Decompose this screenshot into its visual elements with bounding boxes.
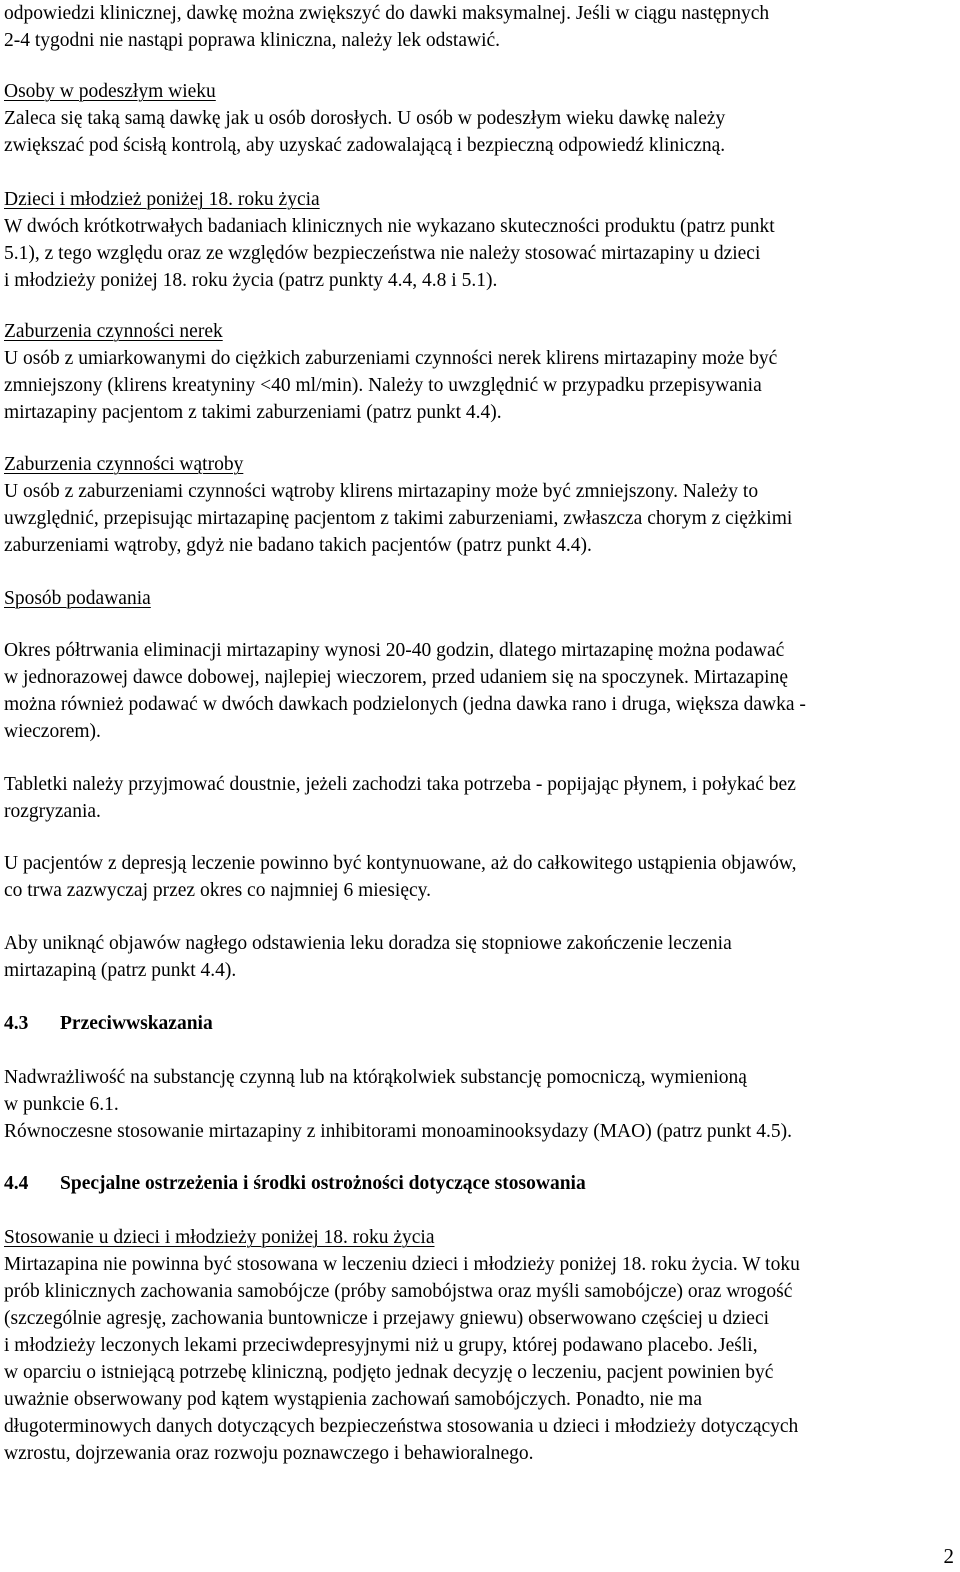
children-section <box>4 186 956 294</box>
text-line: zaburzeniami wątroby, gdyż nie badano takich pacjentów (patrz punkt 4.4). <box>4 535 592 556</box>
text-line: mirtazapiny pacjentom z takimi zaburzeniami (patrz punkt 4.4). <box>4 402 502 423</box>
text-line: w jednorazowej dawce dobowej, najlepiej wieczorem, przed udaniem się na spoczynek. Mirtazapinę <box>4 667 789 688</box>
elderly-section <box>4 78 956 159</box>
children-heading: Dzieci i młodzież poniżej 18. roku życia <box>4 189 320 210</box>
text-line: Okres półtrwania eliminacji mirtazapiny wynosi 20-40 godzin, dlatego mirtazapinę można podawać <box>4 640 785 661</box>
text-line: 5.1), z tego względu oraz ze względów bezpieczeństwa nie należy stosować mirtazapiny u dzieci <box>4 243 761 264</box>
text-line: rozgryzania. <box>4 801 101 822</box>
text-line: Mirtazapina nie powinna być stosowana w leczeniu dzieci i młodzieży poniżej 18. roku życia. W toku <box>4 1254 800 1275</box>
text-line: uwzględnić, przepisując mirtazapinę pacjentom z takimi zaburzeniami, zwłaszcza chorym z ciężkimi <box>4 508 793 529</box>
text-line: i młodzieży leczonych lekami przeciwdepresyjnymi niż u grupy, której podawano placebo. Jeśli, <box>4 1335 758 1356</box>
renal-heading: Zaburzenia czynności nerek <box>4 321 223 342</box>
text-line: co trwa zazwyczaj przez okres co najmniej 6 miesięcy. <box>4 880 431 901</box>
administration-paragraph-3 <box>4 850 956 904</box>
administration-paragraph-4 <box>4 930 956 984</box>
administration-paragraph-1 <box>4 637 956 745</box>
hepatic-section <box>4 451 956 559</box>
text-line: w punkcie 6.1. <box>4 1094 119 1115</box>
text-line: zwiększać pod ścisłą kontrolą, aby uzyskać zadowalającą i bezpieczną odpowiedź kliniczną. <box>4 135 726 156</box>
text-line: zmniejszony (klirens kreatyniny <40 ml/min). Należy to uwzględnić w przypadku przepisywania <box>4 375 762 396</box>
text-line: i młodzieży poniżej 18. roku życia (patrz punkty 4.4, 4.8 i 5.1). <box>4 270 498 291</box>
text-line: W dwóch krótkotrwałych badaniach klinicznych nie wykazano skuteczności produktu (patrz punkt <box>4 216 775 237</box>
text-line: długoterminowych danych dotyczących bezpieczeństwa stosowania u dzieci i młodzieży dotyczących <box>4 1416 799 1437</box>
text-line: Zaleca się taką samą dawkę jak u osób dorosłych. U osób w podeszłym wieku dawkę należy <box>4 108 726 129</box>
renal-section <box>4 318 956 426</box>
section-heading <box>4 1010 956 1037</box>
section-title: Przeciwwskazania <box>60 1013 213 1034</box>
section-4-4-body <box>4 1224 956 1467</box>
page-number: 2 <box>943 1544 954 1568</box>
text-line: Aby uniknąć objawów nagłego odstawienia leku doradza się stopniowe zakończenie leczenia <box>4 933 732 954</box>
section-4-4-subheading: Stosowanie u dzieci i młodzieży poniżej 18. roku życia <box>4 1227 435 1248</box>
text-line: wzrostu, dojrzewania oraz rozwoju poznawczego i behawioralnego. <box>4 1443 534 1464</box>
text-line: Równoczesne stosowanie mirtazapiny z inhibitorami monoaminooksydazy (MAO) (patrz punkt 4.5). <box>4 1121 792 1142</box>
text-line: wieczorem). <box>4 721 101 742</box>
administration-heading-block <box>4 585 956 612</box>
section-number: 4.4 <box>4 1173 29 1194</box>
intro-paragraph <box>4 0 956 54</box>
text-line: 2-4 tygodni nie nastąpi poprawa kliniczna, należy lek odstawić. <box>4 30 501 51</box>
section-number: 4.3 <box>4 1013 29 1034</box>
section-4-3-body <box>4 1064 956 1145</box>
text-line: można również podawać w dwóch dawkach podzielonych (jedna dawka rano i druga, większa dawka - <box>4 694 806 715</box>
text-line: U pacjentów z depresją leczenie powinno być kontynuowane, aż do całkowitego ustąpienia objawów, <box>4 853 797 874</box>
text-line: U osób z umiarkowanymi do ciężkich zaburzeniami czynności nerek klirens mirtazapiny może być <box>4 348 778 369</box>
administration-heading: Sposób podawania <box>4 588 151 609</box>
text-line: Nadwrażliwość na substancję czynną lub na którąkolwiek substancję pomocniczą, wymienioną <box>4 1067 747 1088</box>
section-4-4-heading <box>4 1170 956 1197</box>
text-line: mirtazapiną (patrz punkt 4.4). <box>4 960 237 981</box>
text-line: (szczególnie agresję, zachowania buntownicze i przejawy gniewu) obserwowano częściej u dzieci <box>4 1308 770 1329</box>
section-heading <box>4 1170 956 1197</box>
section-4-3-heading <box>4 1010 956 1037</box>
section-title: Specjalne ostrzeżenia i środki ostrożności dotyczące stosowania <box>60 1173 586 1194</box>
text-line: U osób z zaburzeniami czynności wątroby klirens mirtazapiny może być zmniejszony. Należy to <box>4 481 759 502</box>
text-line: w oparciu o istniejącą potrzebę kliniczną, podjęto jednak decyzję o leczeniu, pacjent powinien być <box>4 1362 774 1383</box>
administration-paragraph-2 <box>4 771 956 825</box>
text-line: uważnie obserwowany pod kątem wystąpienia zachowań samobójczych. Ponadto, nie ma <box>4 1389 702 1410</box>
text-line: odpowiedzi klinicznej, dawkę można zwiększyć do dawki maksymalnej. Jeśli w ciągu następnych <box>4 3 770 24</box>
text-line: prób klinicznych zachowania samobójcze (próby samobójstwa oraz myśli samobójcze) oraz wrogość <box>4 1281 793 1302</box>
elderly-heading: Osoby w podeszłym wieku <box>4 81 216 102</box>
text-line: Tabletki należy przyjmować doustnie, jeżeli zachodzi taka potrzeba - popijając płynem, i połykać bez <box>4 774 796 795</box>
hepatic-heading: Zaburzenia czynności wątroby <box>4 454 244 475</box>
